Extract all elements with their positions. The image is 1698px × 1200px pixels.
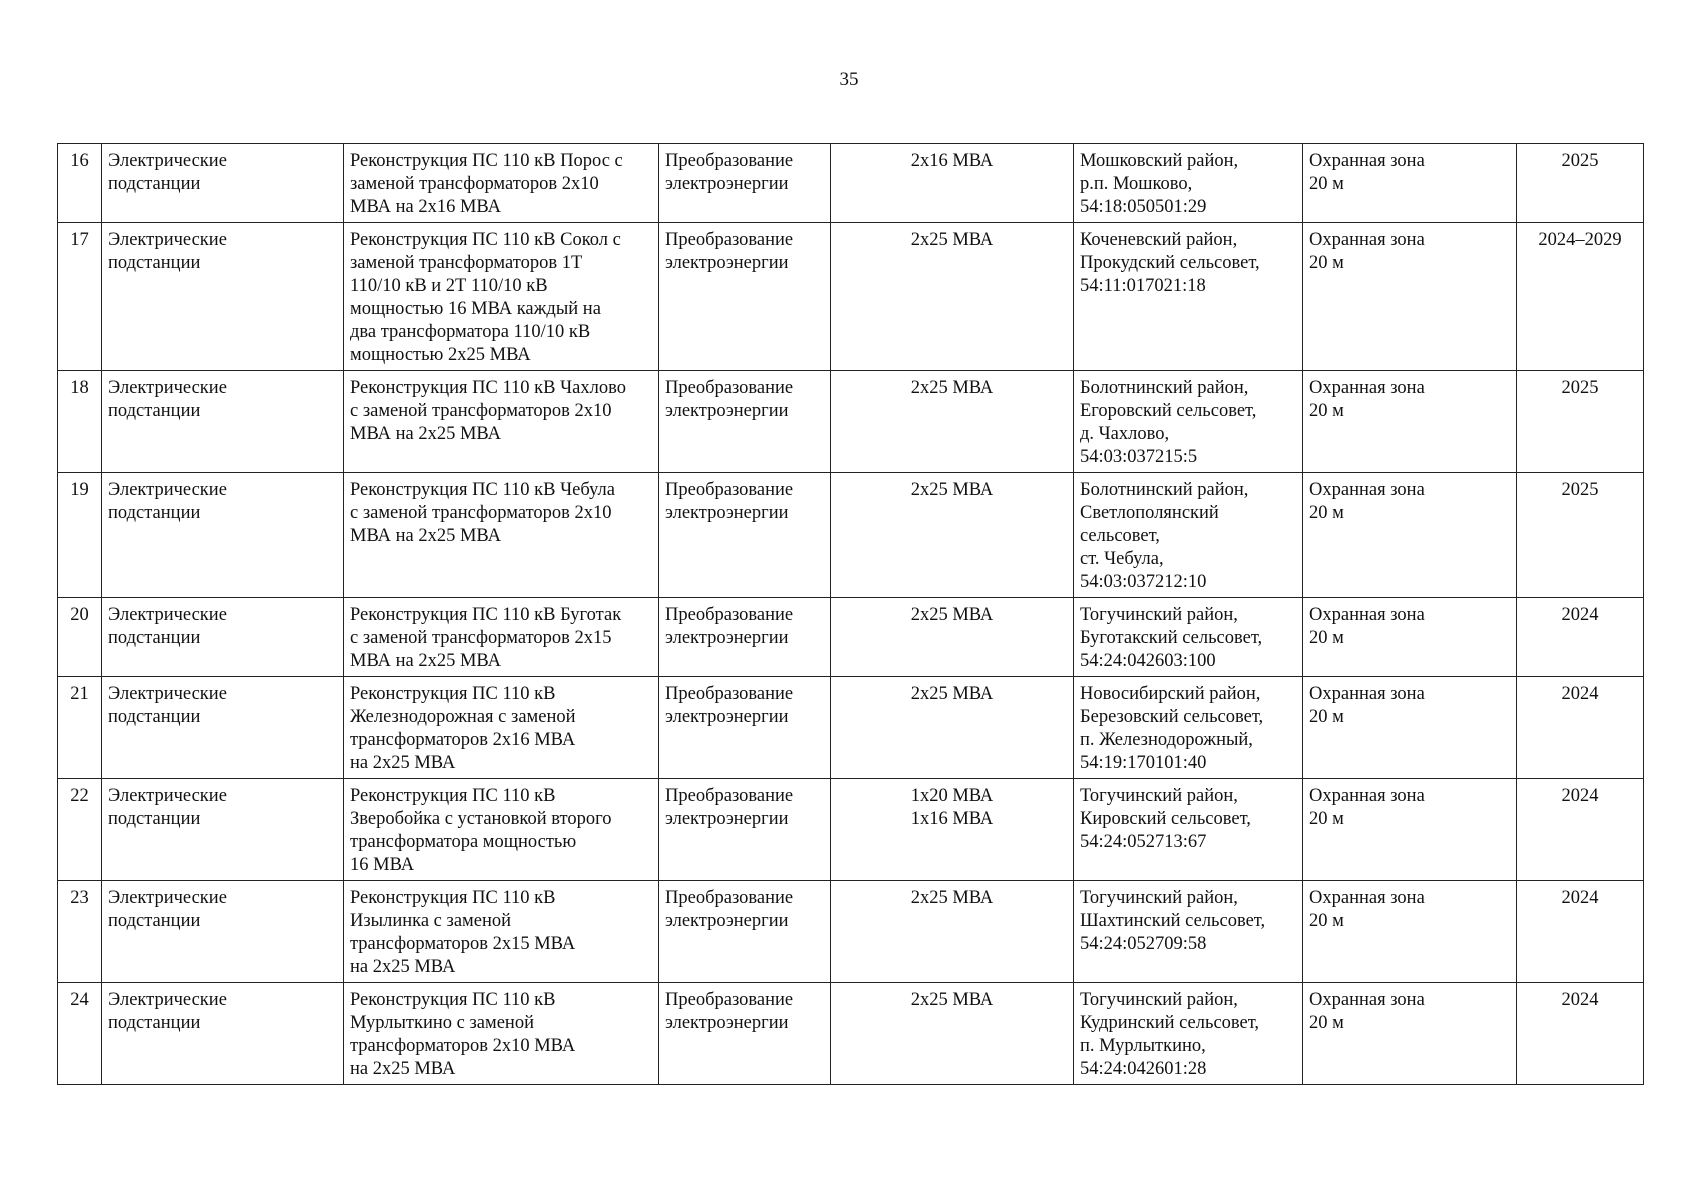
object-name-cell	[344, 598, 659, 677]
object-type-cell	[102, 983, 344, 1085]
object-purpose-line: Преобразование	[665, 605, 794, 625]
object-name-cell	[344, 881, 659, 983]
object-name-line: Реконструкция ПС 110 кВ Порос с	[350, 151, 623, 171]
object-name-line: Реконструкция ПС 110 кВ	[350, 888, 556, 908]
implementation-year-cell: 2024	[1517, 881, 1644, 983]
object-name-line: с заменой трансформаторов 2х10	[350, 503, 612, 523]
zone-characteristics-cell	[1303, 371, 1517, 473]
object-name-line: МВА на 2х25 МВА	[350, 651, 501, 671]
object-capacity-line: 2х25 МВА	[910, 480, 994, 500]
object-location-line: Тогучинский район,	[1080, 888, 1238, 908]
object-purpose-cell	[659, 144, 831, 223]
row-number-cell: 21	[58, 677, 102, 779]
object-name-cell	[344, 223, 659, 371]
object-name-line: на 2х25 МВА	[350, 753, 456, 773]
object-capacity-line: 2х25 МВА	[910, 378, 994, 398]
object-purpose-line: электроэнергии	[665, 253, 789, 273]
zone-characteristics-line: Охранная зона	[1309, 151, 1425, 171]
zone-characteristics-cell	[1303, 144, 1517, 223]
table-row	[58, 779, 1644, 881]
zone-characteristics-line: 20 м	[1309, 503, 1344, 523]
object-location-cell	[1074, 677, 1303, 779]
object-location-line: 54:24:042601:28	[1080, 1059, 1207, 1079]
object-capacity-cell	[831, 144, 1074, 223]
object-purpose-cell	[659, 598, 831, 677]
object-name-line: мощностью 2х25 МВА	[350, 345, 531, 365]
object-location-line: Прокудский сельсовет,	[1080, 253, 1260, 273]
zone-characteristics-cell	[1303, 881, 1517, 983]
object-purpose-line: электроэнергии	[665, 707, 789, 727]
object-location-line: Коченевский район,	[1080, 230, 1238, 250]
object-location-cell	[1074, 371, 1303, 473]
implementation-year-cell: 2024	[1517, 779, 1644, 881]
object-type-line: подстанции	[108, 401, 201, 421]
object-name-cell	[344, 677, 659, 779]
table-row	[58, 598, 1644, 677]
object-name-line: трансформатора мощностью	[350, 832, 577, 852]
object-location-line: 54:03:037212:10	[1080, 572, 1207, 592]
object-name-line: мощностью 16 МВА каждый на	[350, 299, 601, 319]
object-name-line: Реконструкция ПС 110 кВ	[350, 684, 556, 704]
object-location-cell	[1074, 983, 1303, 1085]
object-name-line: на 2х25 МВА	[350, 1059, 456, 1079]
object-name-line: МВА на 2х25 МВА	[350, 424, 501, 444]
object-capacity-cell	[831, 983, 1074, 1085]
object-name-line: Реконструкция ПС 110 кВ	[350, 786, 556, 806]
implementation-year-cell: 2025	[1517, 144, 1644, 223]
object-location-line: Светлополянский	[1080, 503, 1219, 523]
object-capacity-line: 2х25 МВА	[910, 888, 994, 908]
object-name-line: Реконструкция ПС 110 кВ Чебула	[350, 480, 615, 500]
object-name-line: Реконструкция ПС 110 кВ Чахлово	[350, 378, 626, 398]
object-type-line: подстанции	[108, 174, 201, 194]
object-name-line: с заменой трансформаторов 2х10	[350, 401, 612, 421]
object-location-line: 54:24:052713:67	[1080, 832, 1207, 852]
object-purpose-cell	[659, 473, 831, 598]
row-number-cell: 19	[58, 473, 102, 598]
object-location-line: р.п. Мошково,	[1080, 174, 1193, 194]
object-name-line: заменой трансформаторов 1Т	[350, 253, 583, 273]
object-location-line: 54:19:170101:40	[1080, 753, 1207, 773]
object-purpose-line: Преобразование	[665, 990, 794, 1010]
object-capacity-cell	[831, 598, 1074, 677]
object-location-line: Тогучинский район,	[1080, 990, 1238, 1010]
zone-characteristics-line: Охранная зона	[1309, 786, 1425, 806]
zone-characteristics-cell	[1303, 473, 1517, 598]
object-name-line: Изылинка с заменой	[350, 911, 511, 931]
zone-characteristics-line: Охранная зона	[1309, 990, 1425, 1010]
object-name-line: МВА на 2х16 МВА	[350, 197, 501, 217]
object-location-line: Кудринский сельсовет,	[1080, 1013, 1260, 1033]
object-type-cell	[102, 473, 344, 598]
row-number-cell: 16	[58, 144, 102, 223]
object-location-line: 54:18:050501:29	[1080, 197, 1207, 217]
row-number-cell: 23	[58, 881, 102, 983]
object-type-cell	[102, 144, 344, 223]
object-capacity-cell	[831, 371, 1074, 473]
object-capacity-cell	[831, 473, 1074, 598]
object-name-line: трансформаторов 2х15 МВА	[350, 934, 576, 954]
object-purpose-line: Преобразование	[665, 786, 794, 806]
object-capacity-line: 2х25 МВА	[910, 990, 994, 1010]
object-purpose-line: электроэнергии	[665, 503, 789, 523]
zone-characteristics-line: 20 м	[1309, 1013, 1344, 1033]
zone-characteristics-line: 20 м	[1309, 174, 1344, 194]
object-capacity-cell	[831, 779, 1074, 881]
row-number-cell: 20	[58, 598, 102, 677]
object-location-line: Березовский сельсовет,	[1080, 707, 1264, 727]
row-number-cell: 18	[58, 371, 102, 473]
object-location-line: Буготакский сельсовет,	[1080, 628, 1263, 648]
zone-characteristics-line: 20 м	[1309, 911, 1344, 931]
object-location-line: ст. Чебула,	[1080, 549, 1164, 569]
zone-characteristics-line: 20 м	[1309, 628, 1344, 648]
object-purpose-line: электроэнергии	[665, 628, 789, 648]
object-name-cell	[344, 779, 659, 881]
implementation-year-cell: 2025	[1517, 371, 1644, 473]
object-purpose-line: электроэнергии	[665, 1013, 789, 1033]
object-type-cell	[102, 223, 344, 371]
object-name-line: с заменой трансформаторов 2х15	[350, 628, 612, 648]
zone-characteristics-line: Охранная зона	[1309, 480, 1425, 500]
table-row	[58, 144, 1644, 223]
object-purpose-line: Преобразование	[665, 378, 794, 398]
object-name-line: 110/10 кВ и 2Т 110/10 кВ	[350, 276, 548, 296]
object-type-line: подстанции	[108, 503, 201, 523]
implementation-year-cell: 2024	[1517, 598, 1644, 677]
object-type-line: Электрические	[108, 378, 227, 398]
object-purpose-line: Преобразование	[665, 230, 794, 250]
object-type-line: Электрические	[108, 151, 227, 171]
object-name-cell	[344, 144, 659, 223]
object-purpose-cell	[659, 983, 831, 1085]
object-name-cell	[344, 983, 659, 1085]
implementation-year-cell: 2025	[1517, 473, 1644, 598]
table-row	[58, 473, 1644, 598]
object-type-line: Электрические	[108, 605, 227, 625]
table-row	[58, 983, 1644, 1085]
object-capacity-cell	[831, 677, 1074, 779]
object-capacity-line: 2х16 МВА	[910, 151, 994, 171]
zone-characteristics-cell	[1303, 677, 1517, 779]
object-location-line: Шахтинский сельсовет,	[1080, 911, 1266, 931]
object-type-line: подстанции	[108, 1013, 201, 1033]
object-location-line: Болотнинский район,	[1080, 480, 1249, 500]
object-capacity-line: 1х16 МВА	[910, 809, 994, 829]
object-location-cell	[1074, 223, 1303, 371]
object-purpose-line: Преобразование	[665, 888, 794, 908]
zone-characteristics-line: Охранная зона	[1309, 684, 1425, 704]
object-purpose-cell	[659, 223, 831, 371]
object-purpose-cell	[659, 677, 831, 779]
object-name-line: Железнодорожная с заменой	[350, 707, 576, 727]
object-type-cell	[102, 779, 344, 881]
object-location-line: сельсовет,	[1080, 526, 1160, 546]
object-capacity-cell	[831, 223, 1074, 371]
object-location-line: 54:11:017021:18	[1080, 276, 1206, 296]
object-location-line: п. Мурлыткино,	[1080, 1036, 1206, 1056]
object-location-line: Новосибирский район,	[1080, 684, 1261, 704]
zone-characteristics-line: Охранная зона	[1309, 378, 1425, 398]
zone-characteristics-line: 20 м	[1309, 809, 1344, 829]
object-capacity-cell	[831, 881, 1074, 983]
row-number-cell: 22	[58, 779, 102, 881]
zone-characteristics-line: Охранная зона	[1309, 230, 1425, 250]
object-location-line: Егоровский сельсовет,	[1080, 401, 1257, 421]
zone-characteristics-line: 20 м	[1309, 253, 1344, 273]
zone-characteristics-cell	[1303, 598, 1517, 677]
table-row	[58, 677, 1644, 779]
zone-characteristics-cell	[1303, 223, 1517, 371]
object-purpose-line: Преобразование	[665, 480, 794, 500]
object-name-line: на 2х25 МВА	[350, 957, 456, 977]
zone-characteristics-cell	[1303, 779, 1517, 881]
object-name-line: трансформаторов 2х16 МВА	[350, 730, 576, 750]
object-type-line: подстанции	[108, 911, 201, 931]
object-type-line: Электрические	[108, 684, 227, 704]
object-name-line: 16 МВА	[350, 855, 415, 875]
object-name-line: МВА на 2х25 МВА	[350, 526, 501, 546]
object-location-line: Тогучинский район,	[1080, 786, 1238, 806]
object-location-line: Мошковский район,	[1080, 151, 1239, 171]
object-location-cell	[1074, 598, 1303, 677]
object-purpose-line: электроэнергии	[665, 401, 789, 421]
object-location-line: Кировский сельсовет,	[1080, 809, 1251, 829]
object-type-line: подстанции	[108, 707, 201, 727]
object-type-line: Электрические	[108, 230, 227, 250]
object-location-line: 54:24:052709:58	[1080, 934, 1207, 954]
object-location-line: д. Чахлово,	[1080, 424, 1170, 444]
page-number: 35	[839, 69, 859, 90]
object-purpose-line: электроэнергии	[665, 911, 789, 931]
object-type-line: подстанции	[108, 628, 201, 648]
zone-characteristics-cell	[1303, 983, 1517, 1085]
object-capacity-line: 2х25 МВА	[910, 605, 994, 625]
object-name-line: Мурлыткино с заменой	[350, 1013, 534, 1033]
object-capacity-line: 2х25 МВА	[910, 230, 994, 250]
object-name-line: Зверобойка с установкой второго	[350, 809, 612, 829]
object-capacity-line: 1х20 МВА	[910, 786, 994, 806]
object-location-cell	[1074, 473, 1303, 598]
row-number-cell: 24	[58, 983, 102, 1085]
object-purpose-cell	[659, 779, 831, 881]
table-row	[58, 223, 1644, 371]
object-purpose-cell	[659, 881, 831, 983]
object-name-cell	[344, 473, 659, 598]
object-location-cell	[1074, 144, 1303, 223]
object-type-cell	[102, 371, 344, 473]
object-location-line: 54:03:037215:5	[1080, 447, 1198, 467]
object-type-line: подстанции	[108, 253, 201, 273]
implementation-year-cell: 2024–2029	[1517, 223, 1644, 371]
object-name-line: Реконструкция ПС 110 кВ	[350, 990, 556, 1010]
objects-table	[57, 143, 1644, 1085]
object-location-line: 54:24:042603:100	[1080, 651, 1216, 671]
object-name-line: Реконструкция ПС 110 кВ Буготак	[350, 605, 622, 625]
implementation-year-cell: 2024	[1517, 677, 1644, 779]
object-location-line: п. Железнодорожный,	[1080, 730, 1253, 750]
object-purpose-cell	[659, 371, 831, 473]
object-type-cell	[102, 881, 344, 983]
object-name-line: заменой трансформаторов 2х10	[350, 174, 599, 194]
zone-characteristics-line: Охранная зона	[1309, 605, 1425, 625]
object-type-cell	[102, 677, 344, 779]
object-purpose-line: Преобразование	[665, 684, 794, 704]
zone-characteristics-line: Охранная зона	[1309, 888, 1425, 908]
object-purpose-line: электроэнергии	[665, 809, 789, 829]
zone-characteristics-line: 20 м	[1309, 401, 1344, 421]
row-number-cell: 17	[58, 223, 102, 371]
object-type-line: Электрические	[108, 888, 227, 908]
object-type-line: подстанции	[108, 809, 201, 829]
object-location-line: Болотнинский район,	[1080, 378, 1249, 398]
object-capacity-line: 2х25 МВА	[910, 684, 994, 704]
object-location-cell	[1074, 881, 1303, 983]
object-name-line: трансформаторов 2х10 МВА	[350, 1036, 576, 1056]
object-type-line: Электрические	[108, 786, 227, 806]
object-type-cell	[102, 598, 344, 677]
object-location-line: Тогучинский район,	[1080, 605, 1238, 625]
object-name-line: два трансформатора 110/10 кВ	[350, 322, 591, 342]
object-purpose-line: Преобразование	[665, 151, 794, 171]
implementation-year-cell: 2024	[1517, 983, 1644, 1085]
zone-characteristics-line: 20 м	[1309, 707, 1344, 727]
object-location-cell	[1074, 779, 1303, 881]
object-name-cell	[344, 371, 659, 473]
object-type-line: Электрические	[108, 480, 227, 500]
object-purpose-line: электроэнергии	[665, 174, 789, 194]
table-row	[58, 371, 1644, 473]
object-type-line: Электрические	[108, 990, 227, 1010]
table-body	[58, 144, 1644, 1085]
table-row	[58, 881, 1644, 983]
object-name-line: Реконструкция ПС 110 кВ Сокол с	[350, 230, 621, 250]
